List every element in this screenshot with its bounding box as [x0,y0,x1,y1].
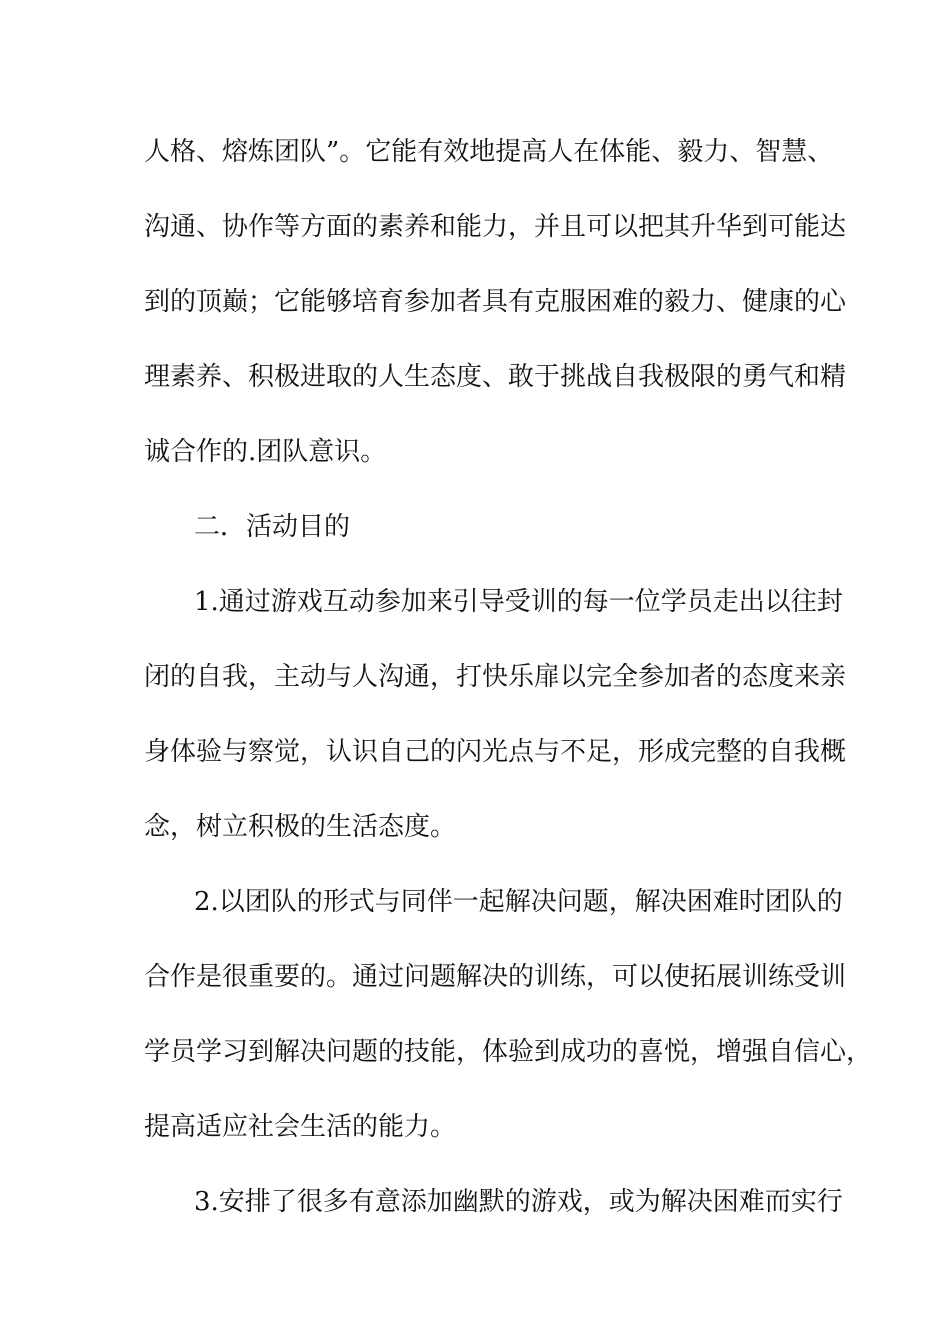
text-line: 身体验与察觉，认识自己的闪光点与不足，形成完整的自我概 [144,737,847,767]
text-line: 闭的自我，主动与人沟通，打快乐扉以完全参加者的态度来亲 [144,662,847,692]
text-line: 人格、熔炼团队”。它能有效地提高人在体能、毅力、智慧、 [144,137,834,167]
text-line: 合作是很重要的。通过问题解决的训练，可以使拓展训练受训 [144,962,847,992]
text-line: 到的顶巅；它能够培育参加者具有克服困难的毅力、健康的心 [144,287,847,317]
text-line: 3.安排了很多有意添加幽默的游戏，或为解决困难而实行 [194,1187,843,1217]
text-line: 学员学习到解决问题的技能，体验到成功的喜悦，增强自信心， [144,1037,873,1067]
text-line: 理素养、积极进取的人生态度、敢于挑战自我极限的勇气和精 [144,362,847,392]
text-line: 2.以团队的形式与同伴一起解决问题，解决困难时团队的 [194,887,843,917]
text-line: 1.通过游戏互动参加来引导受训的每一位学员走出以往封 [194,587,843,617]
text-line: 提高适应社会生活的能力。 [144,1112,457,1142]
text-line: 沟通、协作等方面的素养和能力，并且可以把其升华到可能达 [144,212,847,242]
section-heading: 二．活动目的 [194,512,351,542]
text-line: 念，树立积极的生活态度。 [144,812,457,842]
text-line: 诚合作的.团队意识。 [144,437,387,467]
